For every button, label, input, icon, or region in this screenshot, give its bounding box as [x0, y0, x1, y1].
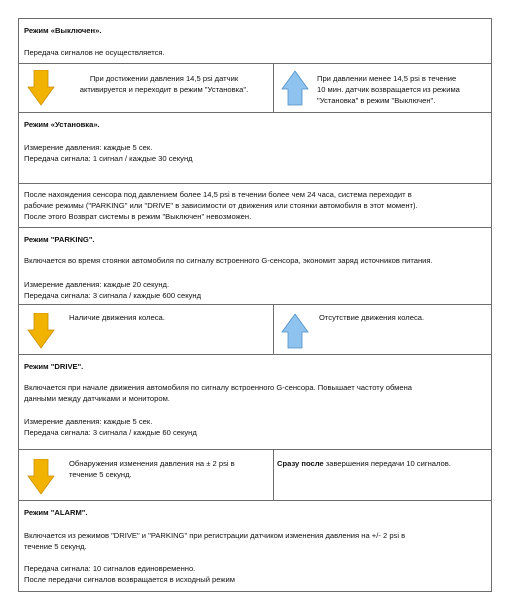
parking-mode-title: Режим "PARKING".	[24, 235, 95, 244]
arrow-up-icon	[281, 70, 309, 106]
transition-drive-alarm	[18, 449, 492, 501]
drive-desc-line-1: Включается при начале движения автомобиля по сигналу встроенного G-сенсора. Повышает частоту обмена	[24, 383, 413, 392]
pressure-change-text-1: Обнаружения изменения давления на ± 2 psi в	[69, 459, 235, 468]
pressure-change-text-2: течение 5 секунд.	[69, 470, 132, 479]
after-transmission-text	[277, 458, 451, 469]
return-text-3: "Установка" в режим "Выключен".	[317, 96, 436, 105]
setup-mode-title: Режим «Установка».	[24, 120, 100, 129]
arrow-down-icon	[27, 459, 55, 495]
return-text-1: При давлении менее 14,5 psi в течение	[317, 74, 457, 83]
no-wheel-motion-text: Отсутствие движения колеса.	[319, 313, 425, 322]
alarm-after-text: После передачи сигналов возвращается в исходный режим	[24, 575, 235, 584]
parking-desc-text: Включается во время стоянки автомобиля по сигналу встроенного G-сенсора, экономит заряд источников питания.	[24, 256, 433, 265]
drive-mode-section	[18, 354, 492, 450]
after-transmission-rest: завершения передачи 10 сигналов.	[323, 459, 451, 468]
arrow-down-icon	[27, 313, 55, 349]
arrow-down-icon	[27, 70, 55, 106]
note-line-2: рабочие режимы ("PARKING" или "DRIVE" в зависимости от движения или стоянки автомобиля в этот момент).	[24, 201, 418, 210]
drive-signal-text: Передача сигнала: 3 сигнала / каждые 60 секунд	[24, 428, 197, 437]
return-text-2: 10 мин. датчик возвращается из режима	[317, 85, 460, 94]
alarm-mode-title: Режим "ALARM".	[24, 508, 88, 517]
parking-measure-text: Измерение давления: каждые 20 секунд.	[24, 280, 170, 289]
column-divider	[273, 64, 274, 112]
drive-desc-line-2: данными между датчиками и монитором.	[24, 394, 170, 403]
transition-off-setup	[18, 63, 492, 113]
column-divider	[273, 305, 274, 354]
column-divider	[273, 450, 274, 500]
parking-signal-text: Передача сигнала: 3 сигнала / каждые 600 секунд	[24, 291, 202, 300]
activation-text-2: активируется и переходит в режим "Установка".	[79, 85, 249, 94]
note-line-3: После этого Возврат системы в режим "Выключен" невозможен.	[24, 212, 252, 221]
drive-measure-text: Измерение давления: каждые 5 сек.	[24, 417, 153, 426]
arrow-up-icon	[281, 313, 309, 349]
setup-measure-text: Измерение давления: каждые 5 сек.	[24, 143, 153, 152]
off-mode-text: Передача сигналов не осуществляется.	[24, 48, 165, 57]
activation-text-1: При достижении давления 14,5 psi датчик	[89, 74, 239, 83]
setup-signal-text: Передача сигнала: 1 сигнал / каждые 30 секунд	[24, 154, 193, 163]
alarm-signal-text: Передача сигнала: 10 сигналов единовременно.	[24, 564, 196, 573]
alarm-mode-section	[18, 500, 492, 592]
transition-note-section	[18, 183, 492, 228]
after-transmission-bold: Сразу после	[277, 459, 324, 468]
parking-mode-section	[18, 227, 492, 305]
alarm-desc-line-2: течение 5 секунд.	[24, 542, 87, 551]
drive-mode-title: Режим "DRIVE".	[24, 362, 84, 371]
wheel-motion-text: Наличие движения колеса.	[69, 313, 165, 322]
transition-parking-drive	[18, 304, 492, 355]
setup-mode-section	[18, 112, 492, 184]
note-line-1: После нахождения сенсора под давлением более 14,5 psi в течении более чем 24 часа, система переходит в	[24, 190, 412, 199]
off-mode-section	[18, 18, 492, 64]
off-mode-title: Режим «Выключен».	[24, 26, 102, 35]
alarm-desc-line-1: Включается из режимов "DRIVE" и "PARKING" при регистрации датчиком изменения давления на +/- 2 psi в	[24, 531, 406, 540]
